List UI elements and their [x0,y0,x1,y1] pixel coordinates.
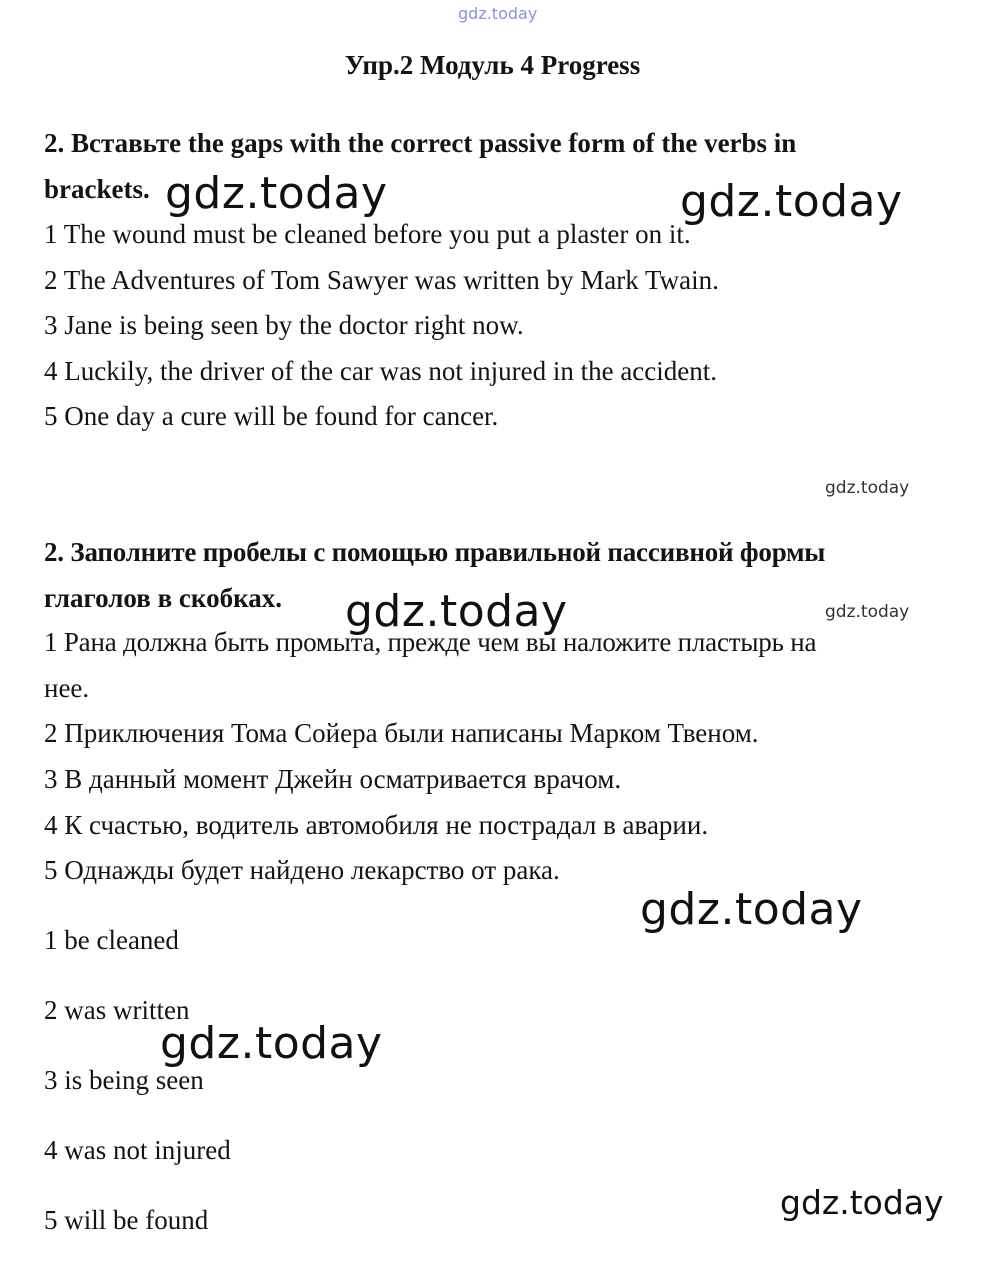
russian-heading-line1: 2. Заполните пробелы с помощью правильной пассивной формы [44,537,826,567]
watermark: gdz.today [640,884,863,935]
english-sentence-5: 5 One day a cure will be found for cancer. [44,401,499,431]
english-sentence-1: 1 The wound must be cleaned before you put a plaster on it. [44,219,691,249]
russian-sentence-4: 4 К счастью, водитель автомобиля не пострадал в аварии. [44,810,709,840]
watermark: gdz.today [780,1183,944,1222]
watermark-top: gdz.today [458,4,538,23]
english-heading-line2: brackets. [44,174,150,204]
watermark: gdz.today [680,176,903,227]
english-heading-line1: 2. Вставьте the gaps with the correct passive form of the verbs in [44,128,797,158]
russian-sentence-2: 2 Приключения Тома Сойера были написаны Марком Твеном. [44,718,759,748]
watermark: gdz.today [165,168,388,219]
answer-1: 1 be cleaned [44,925,179,955]
english-sentence-2: 2 The Adventures of Tom Sawyer was written by Mark Twain. [44,265,719,295]
watermark: gdz.today [825,602,910,622]
watermark: gdz.today [345,586,568,637]
answer-4: 4 was not injured [44,1135,231,1165]
page-title: Упр.2 Модуль 4 Progress [344,50,641,80]
watermark: gdz.today [160,1018,383,1069]
watermark: gdz.today [825,478,910,498]
answer-5: 5 will be found [44,1205,209,1235]
russian-sentence-3: 3 В данный момент Джейн осматривается врачом. [44,764,622,794]
english-sentence-3: 3 Jane is being seen by the doctor right now. [44,310,524,340]
russian-sentence-1-line1: 1 Рана должна быть промыта, прежде чем вы наложите пластырь на [44,627,817,657]
russian-sentence-1-line2: нее. [44,673,90,703]
russian-heading-line2: глаголов в скобках. [44,583,282,613]
english-sentence-4: 4 Luckily, the driver of the car was not injured in the accident. [44,356,718,386]
answer-2: 2 was written [44,995,190,1025]
russian-sentence-5: 5 Однажды будет найдено лекарство от рака. [44,855,560,885]
answer-3: 3 is being seen [44,1065,204,1095]
